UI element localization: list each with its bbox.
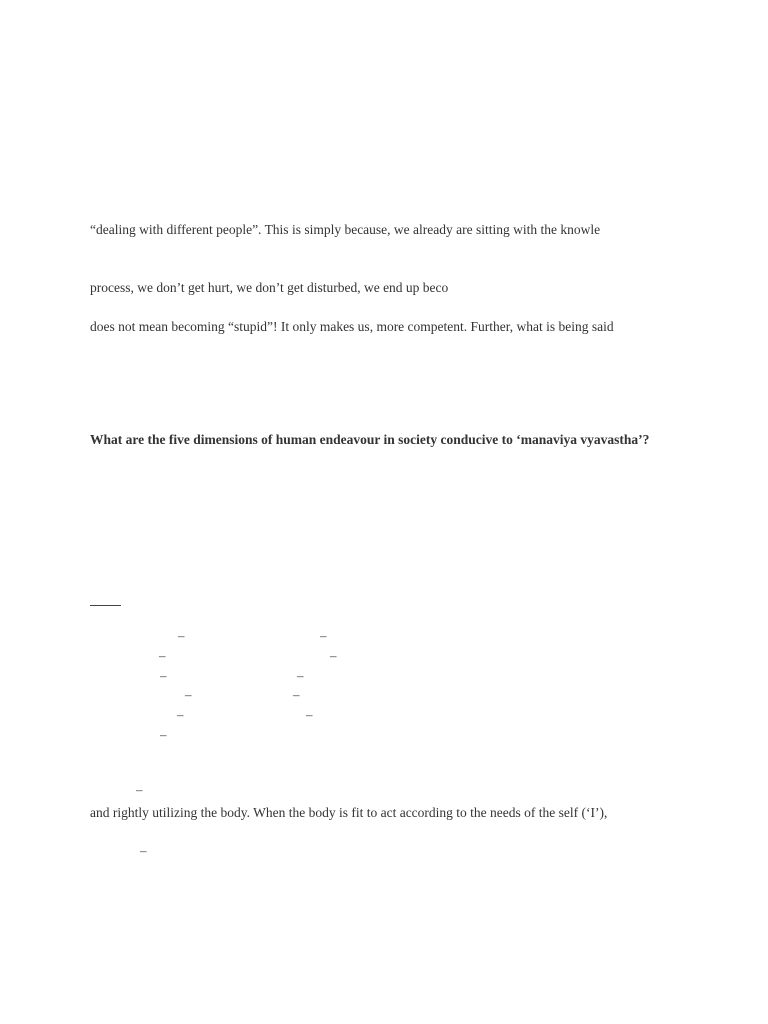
dash-mark: –	[140, 843, 147, 858]
dash-mark: –	[330, 648, 337, 663]
text-line-stupid: does not mean becoming “stupid”! It only makes us, more competent. Further, what is being said	[90, 319, 614, 334]
dash-mark: –	[297, 668, 304, 683]
text-line-dealing: “dealing with different people”. This is simply because, we already are sitting with the knowle	[90, 222, 601, 237]
text-line-process: process, we don’t get hurt, we don’t get disturbed, we end up beco	[90, 280, 449, 295]
dash-mark: –	[160, 727, 167, 742]
dash-mark: –	[178, 628, 185, 643]
text-line-body: and rightly utilizing the body. When the body is fit to act according to the needs of the self (‘I’),	[90, 805, 608, 820]
dash-mark: –	[293, 687, 300, 702]
dash-mark: –	[136, 782, 143, 797]
dash-mark: –	[160, 668, 167, 683]
dash-mark: –	[185, 687, 192, 702]
dash-mark: –	[320, 628, 327, 643]
dash-mark: –	[306, 707, 313, 722]
horizontal-rule	[90, 605, 121, 606]
question-heading: What are the five dimensions of human endeavour in society conducive to ‘manaviya vyavastha’?	[90, 432, 650, 447]
dash-mark: –	[177, 707, 184, 722]
dash-mark: –	[159, 648, 166, 663]
